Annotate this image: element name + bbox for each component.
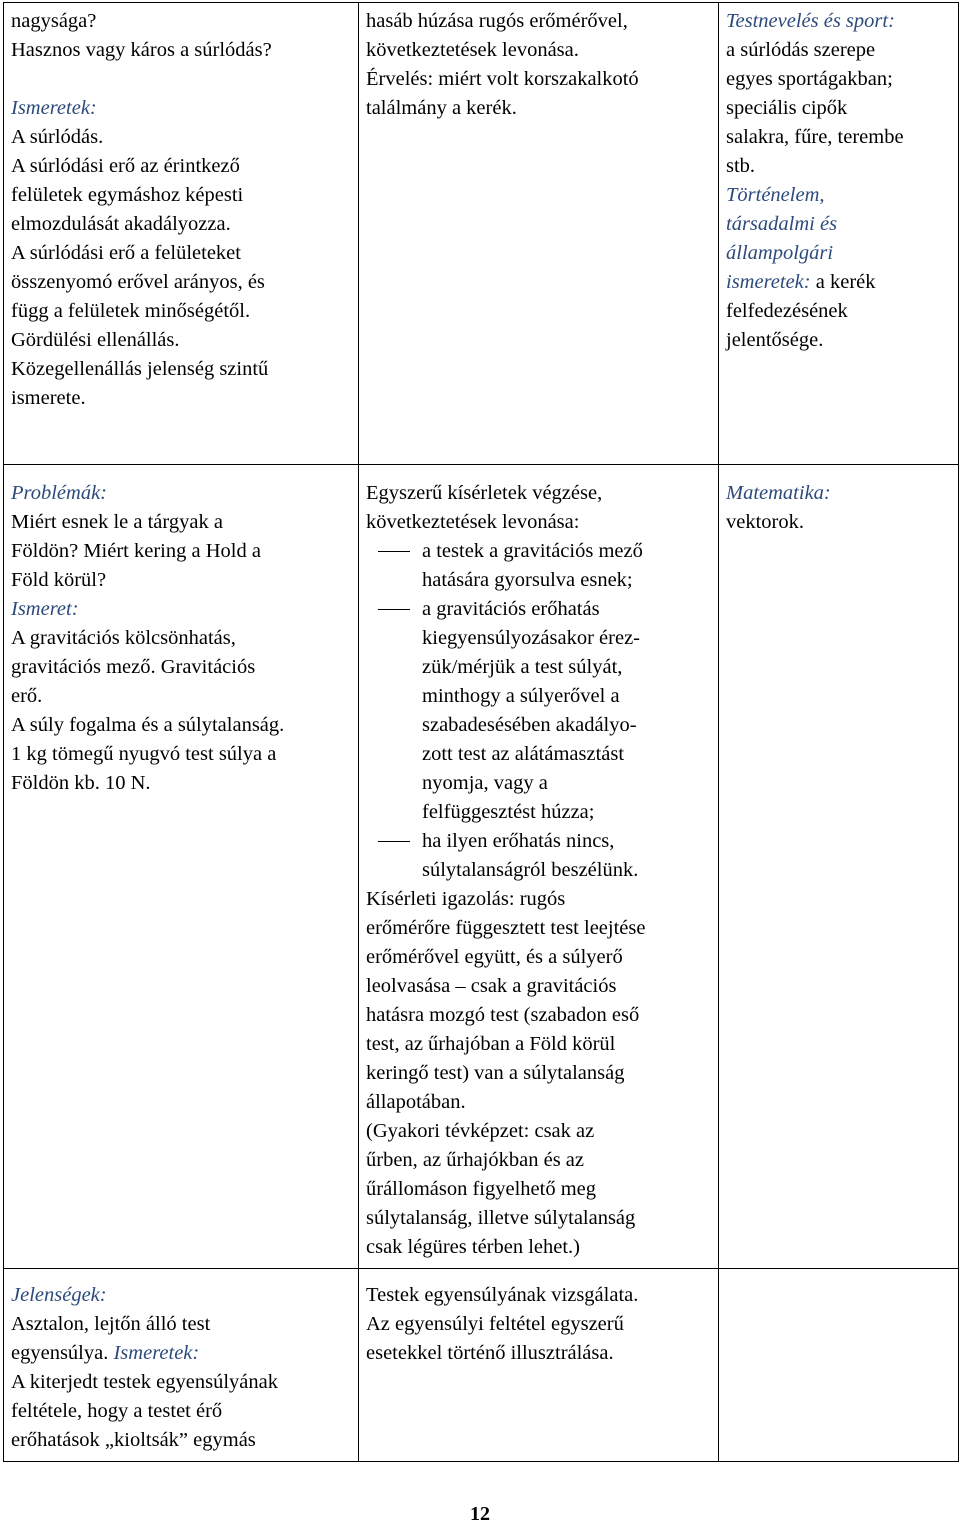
curriculum-table [3,2,959,1462]
dash-list-item [366,595,712,827]
section-label: Problémák: [11,482,108,504]
text-line: erőmérővel együtt, és a súlyerő [366,946,623,968]
text-line: nagysága? [11,10,97,32]
text-line: leolvasása – csak a gravitációs [366,975,617,997]
text-line: keringő test) van a súlytalanság [366,1062,625,1084]
text-line: következtetések levonása. [366,39,579,61]
text-line: speciális cipők [726,97,848,119]
text-line: Egyszerű kísérletek végzése, [366,482,603,504]
text-line: Asztalon, lejtőn álló test [11,1313,211,1335]
text-line: Testek egyensúlyának vizsgálata. [366,1284,639,1306]
text-line: szabadesésében akadályo- [422,714,637,736]
text-line: esetekkel történő illusztrálása. [366,1342,614,1364]
text-line: a gravitációs erőhatás [422,598,600,620]
cell-connections [719,465,959,1269]
text-line: feltétele, hogy a testet érő [11,1400,223,1422]
text-line: Hasznos vagy káros a súrlódás? [11,39,272,61]
text-line: stb. [726,155,756,177]
text-line: minthogy a súlyerővel a [422,685,620,707]
text-line: súlytalanságról beszélünk. [422,859,639,881]
cell-topics [4,465,359,1269]
table-row [4,1269,959,1462]
text-line: kiegyensúlyozásakor érez- [422,627,640,649]
text-line: erő. [11,685,43,707]
text-line: a súrlódás szerepe [726,39,876,61]
dash-list-item [366,827,712,885]
section-label: Jelenségek: [11,1284,107,1306]
text-line: ismerete. [11,387,86,409]
text-line: Közegellenállás jelenség szintű [11,358,269,380]
text-line: A súrlódási erő az érintkező [11,155,240,177]
text-line: egyes sportágakban; [726,68,893,90]
text-line: csak légüres térben lehet.) [366,1236,581,1258]
text-line: erőmérőre függesztett test leejtése [366,917,646,939]
text-line [726,268,952,297]
page-number: 12 [470,1503,490,1525]
text-line: Földön kb. 10 N. [11,772,151,794]
text-line: találmány a kerék. [366,97,517,119]
section-label: társadalmi és [726,213,838,235]
text-line: zük/mérjük a test súlyát, [422,656,623,678]
text-line: (Gyakori tévképzet: csak az [366,1120,595,1142]
section-label: Testnevelés és sport: [726,10,895,32]
text-line: A súrlódási erő a felületeket [11,242,241,264]
text-line: salakra, fűre, terembe [726,126,904,148]
section-label: Ismeret: [11,598,79,620]
text-line: hasáb húzása rugós erőmérővel, [366,10,628,32]
text-line: hatására gyorsulva esnek; [422,569,633,591]
cell-activities [359,465,719,1269]
text-line: nyomja, vagy a [422,772,548,794]
text-line: ha ilyen erőhatás nincs, [422,830,615,852]
text-line: Az egyensúlyi feltétel egyszerű [366,1313,624,1335]
text-line: A gravitációs kölcsönhatás, [11,627,236,649]
table-row [4,465,959,1269]
section-label: Ismeretek: [11,97,97,119]
text-line: hatásra mozgó test (szabadon eső [366,1004,640,1026]
cell-activities [359,3,719,465]
text-line: Miért esnek le a tárgyak a [11,511,223,533]
section-label: Történelem, [726,184,825,206]
text-line: A kiterjedt testek egyensúlyának [11,1371,278,1393]
text-line: erőhatások „kioltsák” egymás [11,1429,256,1451]
text-line: felületek egymáshoz képesti [11,184,244,206]
text-line: zott test az alátámasztást [422,743,625,765]
text-line: elmozdulását akadályozza. [11,213,231,235]
text-line: összenyomó erővel arányos, és [11,271,265,293]
cell-topics [4,3,359,465]
text-line: Föld körül? [11,569,107,591]
cell-connections [719,3,959,465]
section-label: állampolgári [726,242,834,264]
cell-connections [719,1269,959,1462]
text-line: gravitációs mező. Gravitációs [11,656,256,678]
text-line: A súly fogalma és a súlytalanság. [11,714,285,736]
text-line: Kísérleti igazolás: rugós [366,888,566,910]
text-line: felfüggesztést húzza; [422,801,595,823]
section-label: Matematika: [726,482,831,504]
text-line: felfedezésének [726,300,848,322]
cell-topics [4,1269,359,1462]
text-fragment: egyensúlya. [11,1342,114,1364]
text-line: 1 kg tömegű nyugvó test súlya a [11,743,277,765]
text-line: jelentősége. [726,329,824,351]
text-line: vektorok. [726,511,804,533]
spacer [11,65,352,94]
dash-list-item [366,537,712,595]
text-line: űrállomáson figyelhető meg [366,1178,596,1200]
section-label: ismeretek: [726,271,811,293]
text-line: űrben, az űrhajókban és az [366,1149,584,1171]
text-line: állapotában. [366,1091,466,1113]
text-line: test, az űrhajóban a Föld körül [366,1033,616,1055]
text-line: következtetések levonása: [366,511,580,533]
text-line: Érvelés: miért volt korszakalkotó [366,68,639,90]
text-fragment: a kerék [810,271,876,293]
text-line: a testek a gravitációs mező [422,540,643,562]
table-row [4,3,959,465]
text-line: A súrlódás. [11,126,104,148]
text-line: függ a felületek minőségétől. [11,300,251,322]
cell-activities [359,1269,719,1462]
text-line: súlytalanság, illetve súlytalanság [366,1207,636,1229]
text-line: Gördülési ellenállás. [11,329,180,351]
text-line: Földön? Miért kering a Hold a [11,540,261,562]
section-label: Ismeretek: [113,1342,200,1364]
text-line [11,1339,352,1368]
